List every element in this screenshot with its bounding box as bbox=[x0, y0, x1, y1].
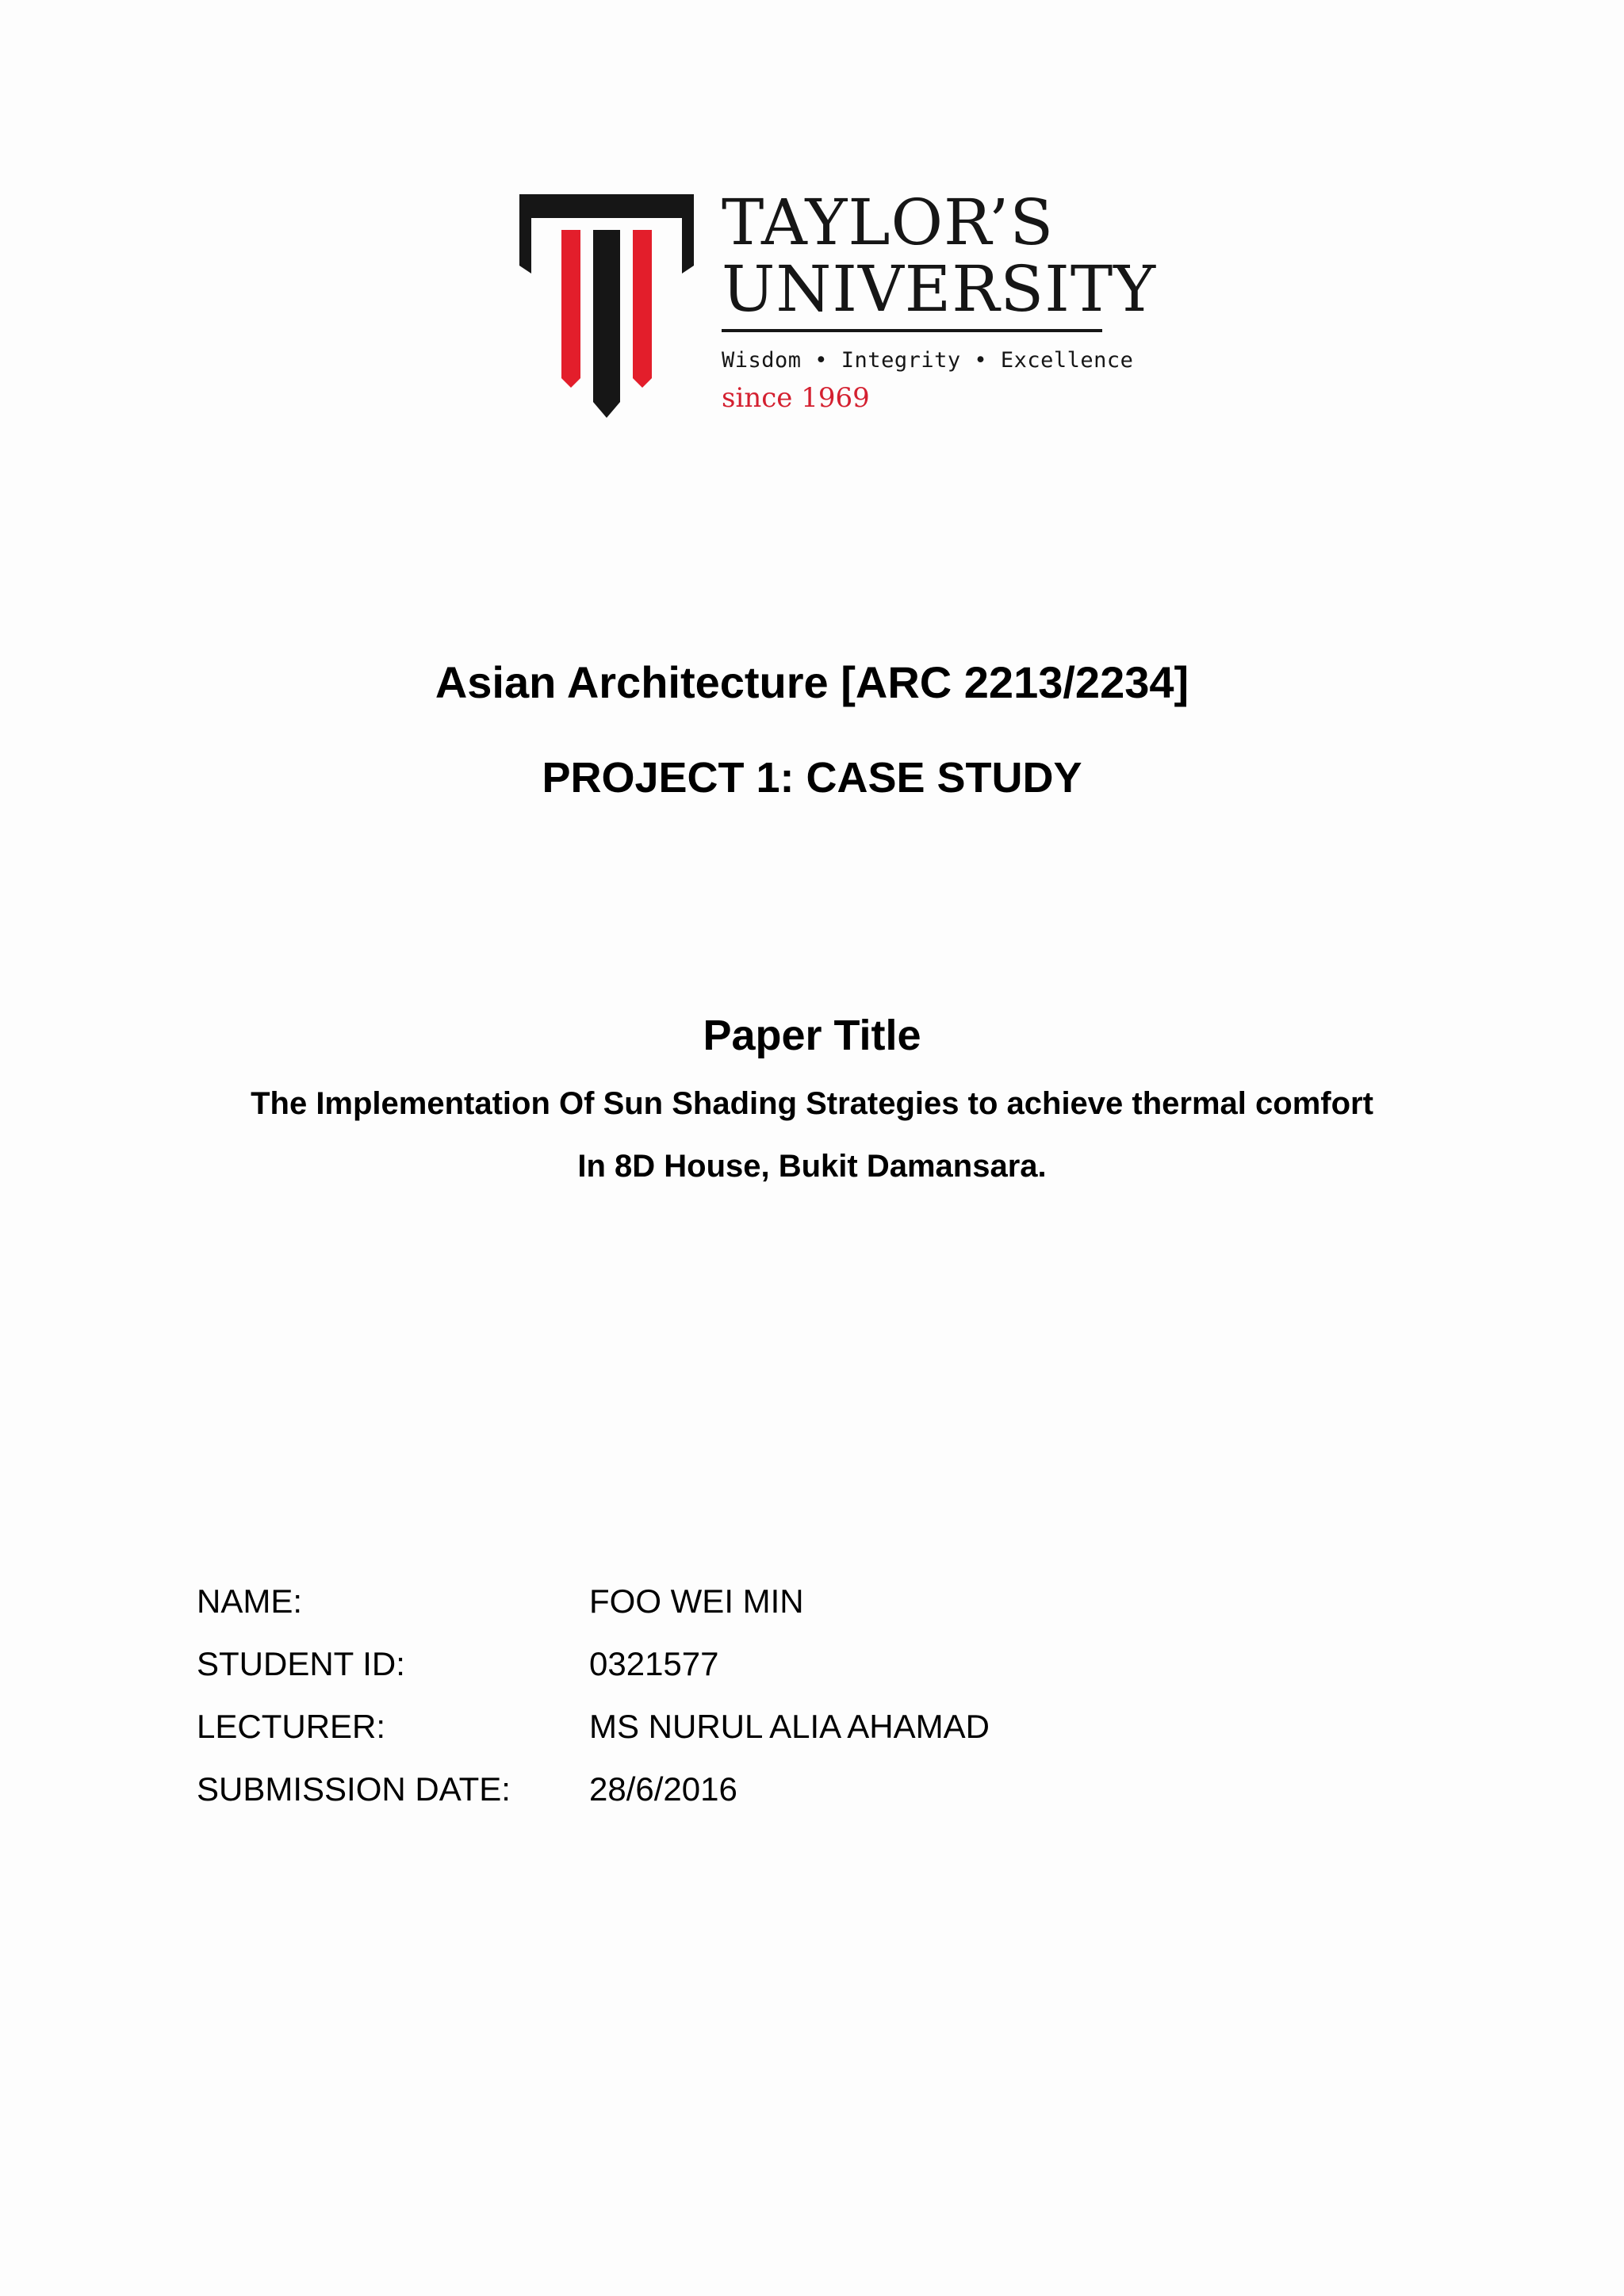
paper-title-heading: Paper Title bbox=[703, 1012, 921, 1059]
info-label: LECTURER: bbox=[197, 1708, 386, 1745]
paper-title-line2: In 8D House, Bukit Damansara. bbox=[577, 1149, 1047, 1184]
info-row-lecturer bbox=[197, 1707, 990, 1770]
brand-divider bbox=[722, 329, 1102, 332]
info-value: 0321577 bbox=[589, 1645, 719, 1682]
logo-wordmark bbox=[722, 186, 1157, 414]
paper-title-line1: The Implementation Of Sun Shading Strategies to achieve thermal comfort bbox=[251, 1086, 1373, 1121]
university-crest-icon bbox=[519, 194, 694, 420]
info-row-student-id bbox=[197, 1644, 990, 1707]
info-value: MS NURUL ALIA AHAMAD bbox=[589, 1708, 990, 1745]
university-logo bbox=[519, 186, 1157, 420]
info-row-name bbox=[197, 1582, 990, 1644]
info-row-submission-date bbox=[197, 1770, 990, 1832]
info-label: SUBMISSION DATE: bbox=[197, 1770, 511, 1808]
project-title: PROJECT 1: CASE STUDY bbox=[542, 754, 1082, 802]
course-title: Asian Architecture [ARC 2213/2234] bbox=[435, 657, 1189, 707]
brand-since: since 1969 bbox=[722, 382, 870, 414]
info-label: NAME: bbox=[197, 1582, 303, 1620]
student-info-table bbox=[197, 1582, 990, 1832]
brand-name-line1: TAYLOR’S bbox=[722, 186, 1055, 259]
brand-name-line2: UNIVERSITY bbox=[722, 252, 1157, 326]
info-value: 28/6/2016 bbox=[589, 1770, 737, 1808]
brand-tagline: Wisdom • Integrity • Excellence bbox=[722, 348, 1134, 373]
info-label: STUDENT ID: bbox=[197, 1645, 405, 1682]
info-value: FOO WEI MIN bbox=[589, 1582, 804, 1620]
